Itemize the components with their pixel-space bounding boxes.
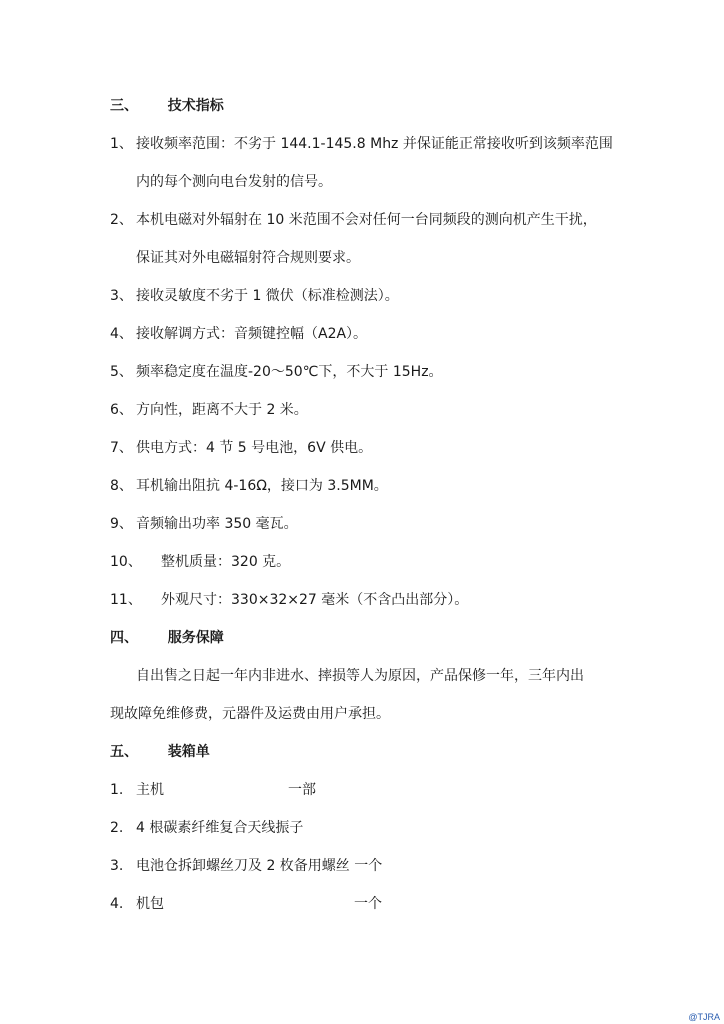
spec-item-6: 6、 方向性，距离不大于 2 米。: [110, 402, 308, 418]
spec-item-3: 3、 接收灵敏度不劣于 1 微伏（标准检测法）。: [110, 288, 399, 304]
packing-item-1: 1. 主机: [110, 782, 164, 798]
spec-item-10: 10、 整机质量：320 克。: [110, 554, 291, 570]
packing-item-4: 4. 机包: [110, 896, 164, 912]
spec-item-5: 5、 频率稳定度在温度-20～50℃下，不大于 15Hz。: [110, 364, 443, 380]
section-number: 五、: [110, 744, 138, 760]
spec-item-11: 11、 外观尺寸：330×32×27 毫米（不含凸出部分）。: [110, 592, 469, 608]
section-title: 服务保障: [167, 630, 224, 646]
section-title: 装箱单: [167, 744, 210, 760]
packing-item-4-qty: 一个: [354, 896, 382, 912]
spec-item-7: 7、 供电方式：4 节 5 号电池，6V 供电。: [110, 440, 373, 456]
packing-item-name: 电池仓拆卸螺丝刀及 2 枚备用螺丝 一个: [136, 858, 383, 874]
packing-item-3: 3. 电池仓拆卸螺丝刀及 2 枚备用螺丝 一个: [110, 858, 383, 874]
spec-item-2: 2、 本机电磁对外辐射在 10 米范围不会对任何一台同频段的测向机产生干扰，: [110, 212, 597, 228]
section-number: 四、: [110, 630, 138, 646]
section-title: 技术指标: [167, 98, 224, 114]
section-5-heading: [110, 742, 210, 762]
spec-item-9: 9、 音频输出功率 350 毫瓦。: [110, 516, 298, 532]
packing-item-name: 主机: [136, 782, 164, 798]
service-paragraph-line-1: 自出售之日起一年内非进水、摔损等人为原因，产品保修一年，三年内出: [136, 668, 584, 684]
spec-item-1: 1、 接收频率范围：不劣于 144.1-145.8 Mhz 并保证能正常接收听到该频率范围: [110, 136, 613, 152]
packing-item-1-qty: 一部: [288, 782, 316, 798]
spec-item-4: 4、 接收解调方式：音频键控幅（A2A）。: [110, 326, 368, 342]
packing-item-2: 2. 4 根碳素纤维复合天线振子: [110, 820, 304, 836]
spec-item-8: 8、 耳机输出阻抗 4-16Ω，接口为 3.5MM。: [110, 478, 388, 494]
spec-item-2-cont: 保证其对外电磁辐射符合规则要求。: [136, 250, 360, 266]
packing-item-name: 4 根碳素纤维复合天线振子: [136, 820, 304, 836]
spec-item-1-cont: 内的每个测向电台发射的信号。: [136, 174, 332, 190]
watermark: @TJRA: [688, 1012, 720, 1022]
packing-item-name: 机包: [136, 896, 164, 912]
section-4-heading: [110, 628, 224, 648]
service-paragraph-line-2: 现故障免维修费，元器件及运费由用户承担。: [110, 706, 390, 722]
section-3-heading: [110, 96, 224, 116]
section-number: 三、: [110, 98, 138, 114]
